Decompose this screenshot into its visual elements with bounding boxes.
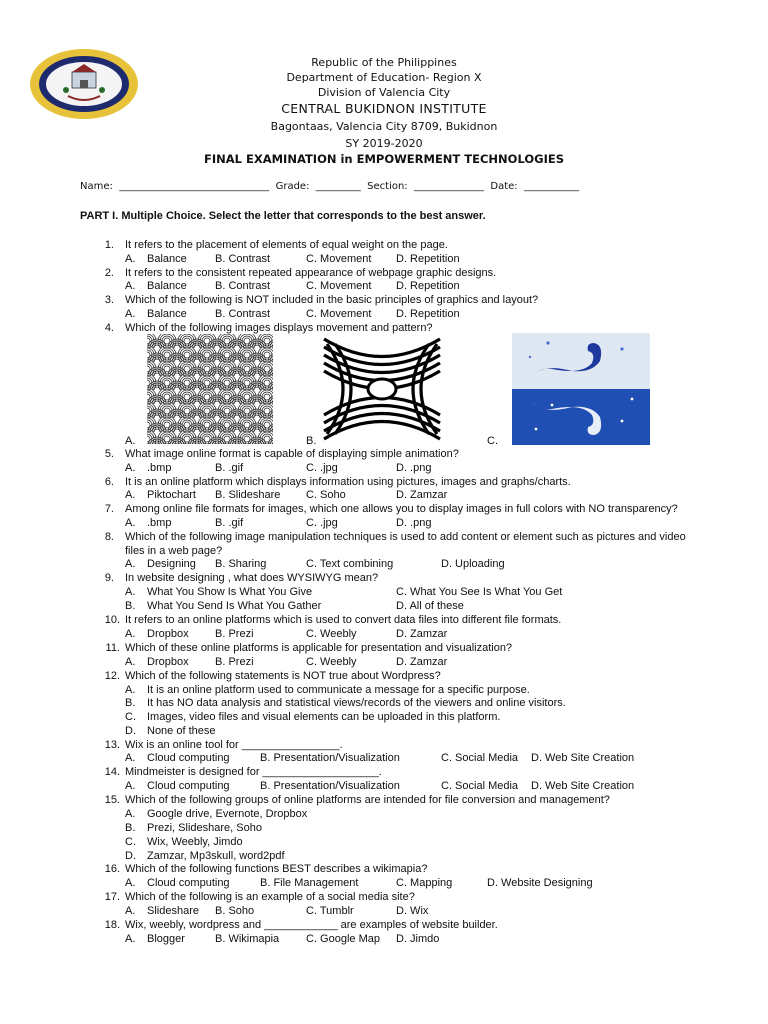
q18-option-c[interactable]: C. Google Map [306, 933, 380, 945]
q10-letter-a: A. [125, 628, 136, 640]
q8-option-d[interactable]: D. Uploading [441, 558, 505, 570]
q12-letter-a: A. [125, 684, 136, 696]
q11-option-c[interactable]: C. Weebly [306, 656, 357, 668]
q9-letter-b: B. [125, 600, 136, 612]
q5-option-a[interactable]: .bmp [147, 462, 172, 474]
q5-option-c[interactable]: C. .jpg [306, 462, 338, 474]
q12-letter-d: D. [125, 725, 136, 737]
q7-text: Among online file formats for images, which one allows you to display images in full colors with NO transparency? [125, 503, 678, 515]
q14-text: Mindmeister is designed for ___________________. [125, 766, 382, 778]
q16-option-a[interactable]: Cloud computing [147, 877, 230, 889]
q1-letter-a: A. [125, 253, 136, 265]
q12-letter-c: C. [125, 711, 136, 723]
q13-text: Wix is an online tool for ________________. [125, 739, 343, 751]
q15-option-b[interactable]: Prezi, Slideshare, Soho [147, 822, 262, 834]
q6-text: It is an online platform which displays information using pictures, images and graphs/charts. [125, 476, 571, 488]
q10-option-d[interactable]: D. Zamzar [396, 628, 448, 640]
q18-option-d[interactable]: D. Jimdo [396, 933, 440, 945]
header-address: Bagontaas, Valencia City 8709, Bukidnon [270, 120, 498, 133]
q1-text: It refers to the placement of elements of equal weight on the page. [125, 239, 448, 251]
optical-illusion-image[interactable] [319, 334, 445, 444]
q9-option-d[interactable]: D. All of these [396, 600, 464, 612]
q13-option-b[interactable]: B. Presentation/Visualization [260, 752, 400, 764]
q15-option-c[interactable]: Wix, Weebly, Jimdo [147, 836, 243, 848]
q12-option-c[interactable]: Images, video files and visual elements can be uploaded in this platform. [147, 711, 501, 723]
q7-number: 7. [104, 503, 114, 515]
q1-number: 1. [104, 239, 114, 251]
q13-number: 13. [104, 739, 120, 751]
q18-number: 18. [104, 919, 120, 931]
q3-option-d[interactable]: D. Repetition [396, 308, 460, 320]
q18-option-a[interactable]: Blogger [147, 933, 185, 945]
q15-letter-d: D. [125, 850, 136, 862]
q14-option-c[interactable]: C. Social Media [441, 780, 519, 792]
q17-option-d[interactable]: D. Wix [396, 905, 429, 917]
q2-letter-a: A. [125, 280, 136, 292]
q12-option-a[interactable]: It is an online platform used to communicate a message for a specific purpose. [147, 684, 530, 696]
q17-option-b[interactable]: B. Soho [215, 905, 255, 917]
q11-letter-a: A. [125, 656, 136, 668]
header-school-name: CENTRAL BUKIDNON INSTITUTE [281, 101, 487, 116]
q5-option-d[interactable]: D. .png [396, 462, 432, 474]
q11-option-b[interactable]: B. Prezi [215, 656, 254, 668]
q2-option-b[interactable]: B. Contrast [215, 280, 271, 292]
q15-text: Which of the following groups of online platforms are intended for file conversion and management? [125, 794, 610, 806]
q14-number: 14. [104, 766, 120, 778]
q8-option-a[interactable]: Designing [147, 558, 196, 570]
q1-option-a[interactable]: Balance [147, 253, 187, 265]
q4-option-b[interactable]: B. [306, 435, 317, 447]
student-info-line[interactable]: Name: ______________________________ Grade: _________ Section: ______________ Date: ___________ [80, 181, 580, 192]
q6-option-d[interactable]: D. Zamzar [396, 489, 448, 501]
q11-option-a[interactable]: Dropbox [147, 656, 189, 668]
q4-text: Which of the following images displays movement and pattern? [125, 322, 433, 334]
q16-number: 16. [104, 863, 120, 875]
q3-text: Which of the following is NOT included in the basic principles of graphics and layout? [125, 294, 539, 306]
q14-option-a[interactable]: Cloud computing [147, 780, 230, 792]
exam-title: FINAL EXAMINATION in EMPOWERMENT TECHNOLOGIES [203, 152, 564, 166]
q2-number: 2. [104, 267, 114, 279]
q13-option-c[interactable]: C. Social Media [441, 752, 519, 764]
q12-letter-b: B. [125, 697, 136, 709]
q11-text: Which of these online platforms is applicable for presentation and visualization? [125, 642, 513, 654]
q9-number: 9. [104, 572, 114, 584]
q15-option-d[interactable]: Zamzar, Mp3skull, word2pdf [147, 850, 285, 862]
q13-option-d[interactable]: D. Web Site Creation [531, 752, 635, 764]
q17-number: 17. [104, 891, 120, 903]
q6-option-a[interactable]: Piktochart [147, 489, 196, 501]
q8-text: Which of the following image manipulation techniques is used to add content or element such as pictures and video [125, 531, 686, 543]
q17-letter-a: A. [125, 905, 136, 917]
header-school-year: SY 2019-2020 [345, 137, 423, 150]
q12-text: Which of the following statements is NOT true about Wordpress? [125, 670, 441, 682]
q12-option-d[interactable]: None of these [147, 725, 216, 737]
q10-text: It refers to an online platforms which is used to convert data files into different file formats. [125, 614, 562, 626]
q15-option-a[interactable]: Google drive, Evernote, Dropbox [147, 808, 308, 820]
q1-option-d[interactable]: D. Repetition [396, 253, 460, 265]
q4-option-a[interactable]: A. [125, 435, 136, 447]
header-division: Division of Valencia City [317, 86, 451, 99]
q7-option-c[interactable]: C. .jpg [306, 517, 338, 529]
q5-letter-a: A. [125, 462, 136, 474]
q8-letter-a: A. [125, 558, 136, 570]
q10-option-b[interactable]: B. Prezi [215, 628, 254, 640]
q15-letter-a: A. [125, 808, 136, 820]
q12-number: 12. [104, 670, 120, 682]
q11-option-d[interactable]: D. Zamzar [396, 656, 448, 668]
q16-option-c[interactable]: C. Mapping [396, 877, 453, 889]
header-republic: Republic of the Philippines [311, 56, 457, 69]
q4-option-c[interactable]: C. [487, 435, 498, 447]
q16-letter-a: A. [125, 877, 136, 889]
q15-letter-c: C. [125, 836, 136, 848]
q2-option-d[interactable]: D. Repetition [396, 280, 460, 292]
q13-option-a[interactable]: Cloud computing [147, 752, 230, 764]
q9-option-a[interactable]: What You Show Is What You Give [147, 586, 313, 598]
q8-option-b[interactable]: B. Sharing [215, 558, 267, 570]
q6-letter-a: A. [125, 489, 136, 501]
q13-letter-a: A. [125, 752, 136, 764]
q2-option-c[interactable]: C. Movement [306, 280, 372, 292]
q10-number: 10. [104, 614, 120, 626]
q7-option-d[interactable]: D. .png [396, 517, 432, 529]
q8-text-line2: files in a web page? [125, 545, 223, 557]
q17-option-c[interactable]: C. Tumblr [306, 905, 354, 917]
q9-option-b[interactable]: What You Send Is What You Gather [147, 600, 322, 612]
q18-text: Wix, weebly, wordpress and ____________ are examples of website builder. [125, 919, 498, 931]
q2-option-a[interactable]: Balance [147, 280, 187, 292]
header-department: Department of Education- Region X [286, 71, 482, 84]
q5-option-b[interactable]: B. .gif [215, 462, 244, 474]
q3-option-a[interactable]: Balance [147, 308, 187, 320]
q10-option-a[interactable]: Dropbox [147, 628, 189, 640]
part1-instructions: PART I. Multiple Choice. Select the letter that corresponds to the best answer. [80, 210, 486, 222]
q1-option-b[interactable]: B. Contrast [215, 253, 271, 265]
q7-option-b[interactable]: B. .gif [215, 517, 244, 529]
q17-option-a[interactable]: Slideshare [147, 905, 199, 917]
q4-number: 4. [104, 322, 114, 334]
q6-option-c[interactable]: C. Soho [306, 489, 346, 501]
q14-option-d[interactable]: D. Web Site Creation [531, 780, 635, 792]
q7-option-a[interactable]: .bmp [147, 517, 172, 529]
q12-option-b[interactable]: It has NO data analysis and statistical views/records of the viewers and online visitors. [147, 697, 566, 709]
q16-option-d[interactable]: D. Website Designing [487, 877, 593, 889]
q3-number: 3. [104, 294, 114, 306]
q5-text: What image online format is capable of displaying simple animation? [125, 448, 459, 460]
q3-letter-a: A. [125, 308, 136, 320]
q7-letter-a: A. [125, 517, 136, 529]
q15-number: 15. [104, 794, 120, 806]
q5-number: 5. [104, 448, 114, 460]
q2-text: It refers to the consistent repeated appearance of webpage graphic designs. [125, 267, 497, 279]
q3-option-c[interactable]: C. Movement [306, 308, 372, 320]
swan-reflection-image[interactable] [512, 333, 650, 445]
q10-option-c[interactable]: C. Weebly [306, 628, 357, 640]
q14-letter-a: A. [125, 780, 136, 792]
q9-option-c[interactable]: C. What You See Is What You Get [396, 586, 563, 598]
q14-option-b[interactable]: B. Presentation/Visualization [260, 780, 400, 792]
q17-text: Which of the following is an example of a social media site? [125, 891, 415, 903]
q18-letter-a: A. [125, 933, 136, 945]
q16-text: Which of the following functions BEST describes a wikimapia? [125, 863, 428, 875]
q15-letter-b: B. [125, 822, 136, 834]
scales-pattern-image[interactable] [147, 334, 273, 444]
q9-text: In website designing , what does WYSIWYG mean? [125, 572, 379, 584]
q8-number: 8. [104, 531, 114, 543]
q9-letter-a: A. [125, 586, 136, 598]
q6-option-b[interactable]: B. Slideshare [215, 489, 281, 501]
q6-number: 6. [104, 476, 114, 488]
q18-option-b[interactable]: B. Wikimapia [215, 933, 280, 945]
q3-option-b[interactable]: B. Contrast [215, 308, 271, 320]
q1-option-c[interactable]: C. Movement [306, 253, 372, 265]
q11-number: 11. [105, 642, 120, 654]
q16-option-b[interactable]: B. File Management [260, 877, 359, 889]
q8-option-c[interactable]: C. Text combining [306, 558, 394, 570]
